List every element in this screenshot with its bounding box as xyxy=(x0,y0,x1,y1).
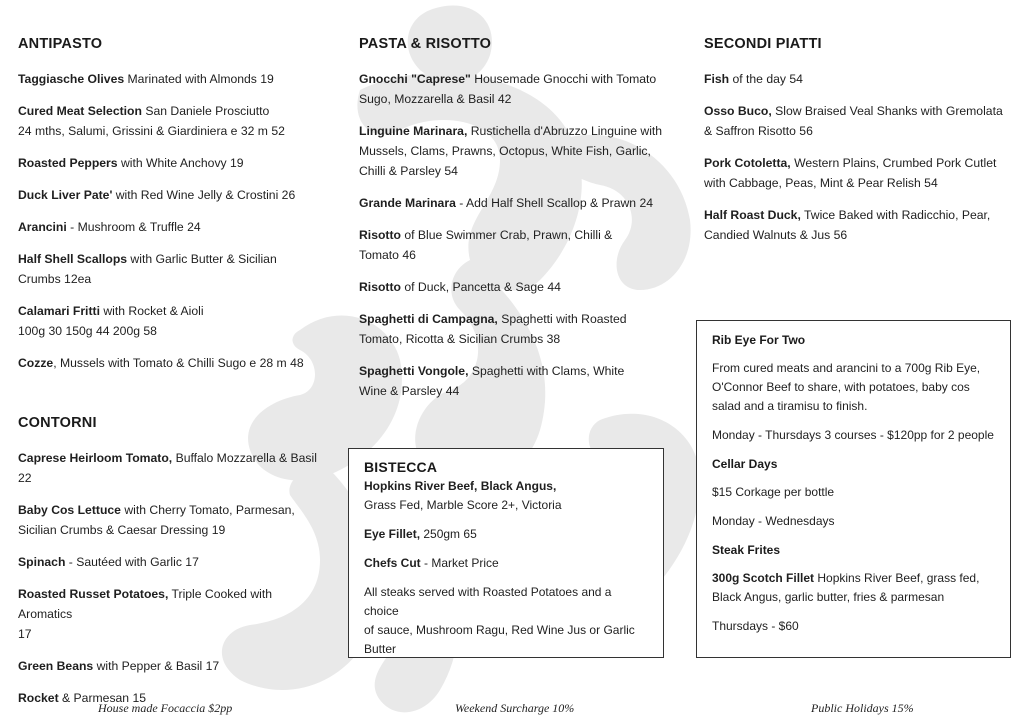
menu-item xyxy=(18,500,328,540)
item-desc-line: Sugo, Mozzarella & Basil 42 xyxy=(359,92,512,106)
menu-item xyxy=(359,309,664,349)
item-desc: with White Anchovy 19 xyxy=(117,156,244,170)
menu-item xyxy=(18,69,328,89)
desc-line: From cured meats and arancini to a 700g Rib Eye, xyxy=(712,361,981,375)
item-desc-line: Tomato, Ricotta & Sicilian Crumbs 38 xyxy=(359,332,561,346)
item-name: Osso Buco, xyxy=(704,104,772,118)
item-desc: Spaghetti with Roasted xyxy=(497,312,627,326)
item-desc: Rustichella d'Abruzzo Linguine with xyxy=(467,124,663,138)
steak-frites-desc xyxy=(712,569,995,607)
item-name: Risotto xyxy=(359,228,401,242)
item-name: Cozze xyxy=(18,356,54,370)
item-name: Chefs Cut xyxy=(364,556,421,570)
rib-eye-price: Monday - Thursdays 3 courses - $120pp for 2 people xyxy=(712,428,994,442)
item-name: Risotto xyxy=(359,280,401,294)
item-name: Grande Marinara xyxy=(359,196,456,210)
note-line: Butter xyxy=(364,642,397,656)
item-name: Spaghetti Vongole, xyxy=(359,364,469,378)
menu-item xyxy=(704,69,1004,89)
menu-item xyxy=(364,525,648,544)
item-desc: Triple Cooked with Aromatics xyxy=(18,587,273,621)
item-desc: - Market Price xyxy=(420,556,499,570)
item-name: Eye Fillet, xyxy=(364,527,421,541)
item-desc-line: 100g 30 150g 44 200g 58 xyxy=(18,324,157,338)
item-desc: with Red Wine Jelly & Crostini 26 xyxy=(112,188,296,202)
pasta-section xyxy=(359,36,664,413)
item-desc-line: Grass Fed, Marble Score 2+, Victoria xyxy=(364,498,562,512)
item-name: Roasted Peppers xyxy=(18,156,118,170)
item-desc: of the day 54 xyxy=(729,72,803,86)
contorni-heading: CONTORNI xyxy=(18,415,97,431)
item-desc: - Add Half Shell Scallop & Prawn 24 xyxy=(455,196,653,210)
item-desc: with Pepper & Basil 17 xyxy=(93,659,220,673)
secondi-section xyxy=(704,36,1004,257)
menu-item xyxy=(18,656,328,676)
item-desc-line: Sicilian Crumbs & Caesar Dressing 19 xyxy=(18,523,226,537)
item-desc: Buffalo Mozzarella & Basil xyxy=(172,451,317,465)
menu-item xyxy=(359,225,664,265)
item-desc: San Daniele Prosciutto xyxy=(141,104,270,118)
item-desc: with Rocket & Aioli xyxy=(99,304,204,318)
menu-item xyxy=(18,448,328,488)
item-name: Cured Meat Selection xyxy=(18,104,142,118)
menu-item xyxy=(18,249,328,289)
footer-focaccia-note: House made Focaccia $2pp xyxy=(98,701,233,715)
antipasto-section xyxy=(18,36,328,385)
item-name: Hopkins River Beef, Black Angus, xyxy=(364,479,557,493)
rib-eye-desc xyxy=(712,359,995,416)
footer-public-holidays: Public Holidays 15% xyxy=(811,701,914,715)
menu-item xyxy=(18,584,328,644)
antipasto-heading: ANTIPASTO xyxy=(18,36,103,52)
item-desc: of Blue Swimmer Crab, Prawn, Chilli & xyxy=(400,228,613,242)
item-desc-line: Mussels, Clams, Prawns, Octopus, White Fish, Garlic, xyxy=(359,144,651,158)
note-line: All steaks served with Roasted Potatoes and a choice xyxy=(364,585,612,618)
item-desc-line: 22 xyxy=(18,471,32,485)
menu-item xyxy=(18,153,328,173)
item-desc-line: Chilli & Parsley 54 xyxy=(359,164,458,178)
item-name: Caprese Heirloom Tomato, xyxy=(18,451,173,465)
item-name: Roasted Russet Potatoes, xyxy=(18,587,169,601)
pasta-heading: PASTA & RISOTTO xyxy=(359,36,492,52)
item-desc: , Mussels with Tomato & Chilli Sugo e 28 m 48 xyxy=(53,356,304,370)
item-desc-line: 24 mths, Salumi, Grissini & Giardiniera e 32 m 52 xyxy=(18,124,285,138)
menu-item xyxy=(18,552,328,572)
contorni-section xyxy=(18,415,328,720)
menu-item xyxy=(18,301,328,341)
item-name: Rocket xyxy=(18,691,59,705)
menu-item xyxy=(359,69,664,109)
item-desc: with Cherry Tomato, Parmesan, xyxy=(120,503,295,517)
item-desc: - Sautéed with Garlic 17 xyxy=(65,555,199,569)
menu-item xyxy=(359,361,664,401)
item-name: Linguine Marinara, xyxy=(359,124,468,138)
bistecca-intro xyxy=(364,477,648,515)
footer-weekend-surcharge: Weekend Surcharge 10% xyxy=(455,701,575,715)
item-name: Duck Liver Pate' xyxy=(18,188,113,202)
cellar-days: Monday - Wednesdays xyxy=(712,514,835,528)
steak-frites-price: Thursdays - $60 xyxy=(712,619,799,633)
item-desc: Western Plains, Crumbed Pork Cutlet xyxy=(790,156,997,170)
item-desc: Twice Baked with Radicchio, Pear, xyxy=(800,208,991,222)
item-desc-line: Tomato 46 xyxy=(359,248,416,262)
item-desc: - Mushroom & Truffle 24 xyxy=(66,220,201,234)
rib-eye-heading: Rib Eye For Two xyxy=(712,333,806,347)
bistecca-box xyxy=(348,448,664,658)
item-desc-line: & Saffron Risotto 56 xyxy=(704,124,813,138)
item-desc: of Duck, Pancetta & Sage 44 xyxy=(400,280,561,294)
menu-item xyxy=(704,205,1004,245)
cellar-days-heading: Cellar Days xyxy=(712,457,778,471)
item-name: Calamari Fritti xyxy=(18,304,100,318)
item-name: Spinach xyxy=(18,555,66,569)
menu-item xyxy=(364,554,648,573)
desc-line: salad and a tiramisu to finish. xyxy=(712,399,868,413)
item-desc-line: Crumbs 12ea xyxy=(18,272,92,286)
item-desc-line: with Cabbage, Peas, Mint & Pear Relish 54 xyxy=(704,176,938,190)
item-name: Pork Cotoletta, xyxy=(704,156,791,170)
item-desc: Spaghetti with Clams, White xyxy=(468,364,625,378)
item-name: Baby Cos Lettuce xyxy=(18,503,121,517)
item-desc: Slow Braised Veal Shanks with Gremolata xyxy=(771,104,1003,118)
menu-item xyxy=(18,217,328,237)
cellar-corkage: $15 Corkage per bottle xyxy=(712,485,835,499)
menu-item xyxy=(704,153,1004,193)
note-line: of sauce, Mushroom Ragu, Red Wine Jus or Garlic xyxy=(364,623,635,637)
menu-item xyxy=(18,185,328,205)
item-desc: Housemade Gnocchi with Tomato xyxy=(470,72,657,86)
item-desc-line: Wine & Parsley 44 xyxy=(359,384,460,398)
item-name: Taggiasche Olives xyxy=(18,72,125,86)
menu-item xyxy=(359,277,664,297)
item-name: Spaghetti di Campagna, xyxy=(359,312,498,326)
item-name: Half Shell Scallops xyxy=(18,252,128,266)
item-name: 300g Scotch Fillet xyxy=(712,571,815,585)
secondi-heading: SECONDI PIATTI xyxy=(704,36,822,52)
item-desc: Marinated with Almonds 19 xyxy=(124,72,274,86)
item-desc: Hopkins River Beef, grass fed, xyxy=(814,571,980,585)
item-name: Half Roast Duck, xyxy=(704,208,801,222)
item-desc: with Garlic Butter & Sicilian xyxy=(127,252,277,266)
menu-item xyxy=(704,101,1004,141)
bistecca-note xyxy=(364,583,648,659)
item-name: Fish xyxy=(704,72,730,86)
item-name: Gnocchi "Caprese" xyxy=(359,72,471,86)
item-desc-line: Candied Walnuts & Jus 56 xyxy=(704,228,848,242)
bistecca-heading: BISTECCA xyxy=(364,459,438,475)
specials-box xyxy=(696,320,1011,658)
steak-frites-heading: Steak Frites xyxy=(712,543,781,557)
menu-item xyxy=(359,193,664,213)
item-desc: 250gm 65 xyxy=(420,527,477,541)
item-desc-line: Black Angus, garlic butter, fries & parmesan xyxy=(712,590,945,604)
item-desc: & Parmesan 15 xyxy=(58,691,147,705)
desc-line: O'Connor Beef to share, with potatoes, baby cos xyxy=(712,380,970,394)
menu-item xyxy=(18,101,328,141)
menu-item xyxy=(18,353,328,373)
item-name: Arancini xyxy=(18,220,67,234)
menu-item xyxy=(359,121,664,181)
item-desc-line: 17 xyxy=(18,627,32,641)
item-name: Green Beans xyxy=(18,659,94,673)
